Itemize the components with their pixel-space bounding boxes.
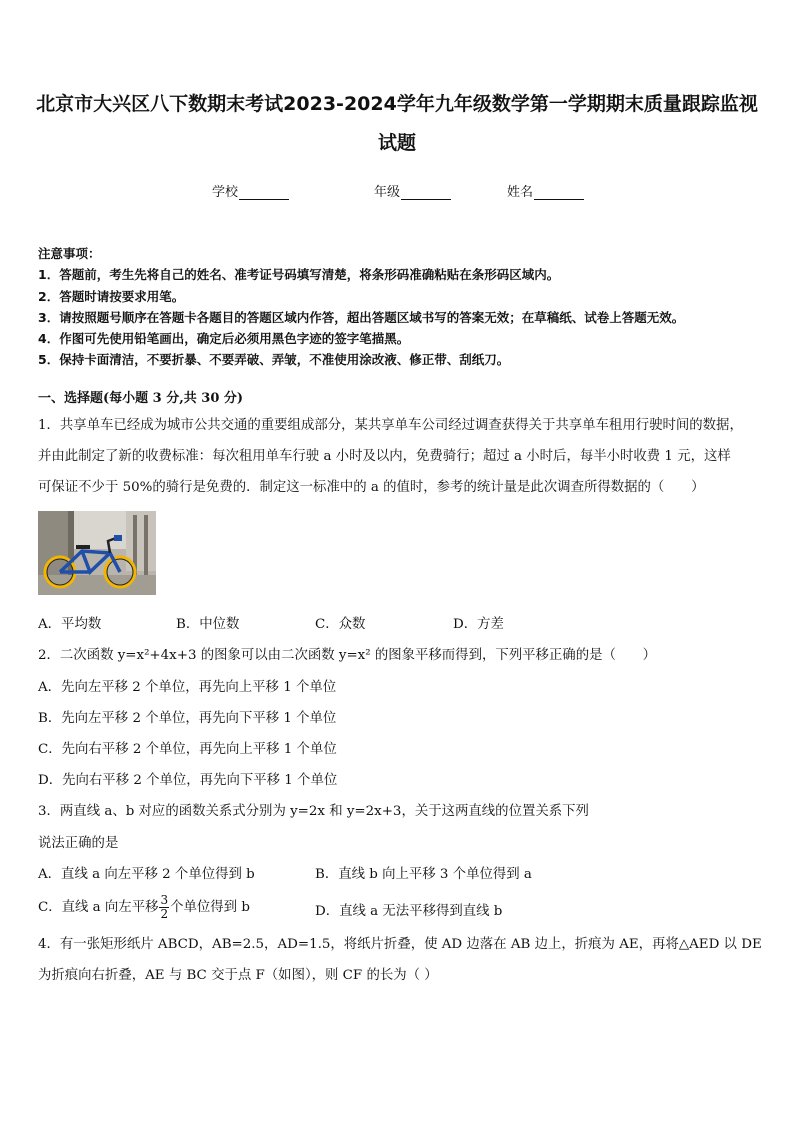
q3-option-c bbox=[38, 890, 250, 926]
q3-option-a: A．直线 a 向左平移 2 个单位得到 b bbox=[38, 867, 255, 882]
note-item: 5．保持卡面清洁，不要折暴、不要弄破、弄皱，不准使用涂改液、修正带、刮纸刀。 bbox=[38, 352, 510, 368]
question-3-stem-line2: 说法正确的是 bbox=[38, 836, 119, 851]
note-item: 2．答题时请按要求用笔。 bbox=[38, 288, 185, 304]
exam-title-line1: 北京市大兴区八下数期末考试2023-2024学年九年级数学第一学期期末质量跟踪监视 bbox=[36, 93, 758, 115]
question-4 bbox=[38, 929, 768, 991]
q2-option-d: D．先向右平移 2 个单位，再先向下平移 1 个单位 bbox=[38, 773, 338, 788]
school-label: 学校 bbox=[212, 185, 239, 200]
q1-option-c: C．众数 bbox=[315, 617, 366, 632]
note-item: 4．作图可先使用铅笔画出，确定后必须用黑色字迹的签字笔描黑。 bbox=[38, 331, 410, 347]
question-1-line: 可保证不少于 50%的骑行是免费的．制定这一标准中的 a 的值时，参考的统计量是此次调查所得数据的（ ） bbox=[38, 480, 705, 495]
question-1-line: 并由此制定了新的收费标准：每次租用单车行驶 a 小时及以内，免费骑行；超过 a 小时后，每半小时收费 1 元，这样 bbox=[38, 449, 731, 464]
note-item: 1．答题前，考生先将自己的姓名、准考证号码填写清楚，将条形码准确粘贴在条形码区域内。 bbox=[38, 267, 560, 283]
section-title: 一、选择题(每小题 3 分,共 30 分) bbox=[38, 391, 244, 406]
notes-block bbox=[38, 243, 768, 371]
note-item: 3．请按照题号顺序在答题卡各题目的答题区域内作答，超出答题区域书写的答案无效；在草稿纸、试卷上答题无效。 bbox=[38, 309, 685, 325]
school-field bbox=[212, 181, 289, 200]
question-4-line: 为折痕向右折叠，AE 与 BC 交于点 F（如图），则 CF 的长为（ ） bbox=[38, 968, 438, 983]
q3-option-c-suffix: 个单位得到 b bbox=[170, 900, 250, 915]
grade-label: 年级 bbox=[374, 185, 401, 200]
exam-title-line2: 试题 bbox=[377, 132, 416, 154]
q1-option-d: D．方差 bbox=[453, 617, 504, 632]
notes-heading: 注意事项： bbox=[38, 246, 101, 261]
q1-option-b: B．中位数 bbox=[176, 617, 240, 632]
q2-option-c: C．先向右平移 2 个单位，再先向上平移 1 个单位 bbox=[38, 742, 337, 757]
name-field bbox=[507, 181, 584, 200]
school-blank bbox=[239, 187, 289, 200]
grade-field bbox=[374, 181, 451, 200]
question-1-line: 1．共享单车已经成为城市公共交通的重要组成部分，某共享单车公司经过调查获得关于共享单车租用行驶时间的数据， bbox=[38, 418, 743, 433]
question-4-line: 4．有一张矩形纸片 ABCD，AB=2.5，AD=1.5，将纸片折叠，使 AD 边落在 AB 边上，折痕为 AE，再将△AED 以 DE bbox=[38, 937, 762, 952]
question-3-stem-line1: 3．两直线 a、b 对应的函数关系式分别为 y=2x 和 y=2x+3，关于这两直线的位置关系下列 bbox=[38, 804, 589, 819]
q3-option-b: B．直线 b 向上平移 3 个单位得到 a bbox=[315, 867, 532, 882]
q3-option-c-prefix: C．直线 a 向左平移 bbox=[38, 900, 159, 915]
fraction-denominator: 2 bbox=[160, 907, 169, 921]
q2-option-a: A．先向左平移 2 个单位，再先向上平移 1 个单位 bbox=[38, 680, 337, 695]
fraction-numerator: 3 bbox=[160, 893, 169, 907]
q3-option-d: D．直线 a 无法平移得到直线 b bbox=[315, 904, 503, 919]
name-blank bbox=[534, 187, 584, 200]
question-2-stem: 2．二次函数 y=x²+4x+3 的图象可以由二次函数 y=x² 的图象平移而得到，下列平移正确的是（ ） bbox=[38, 648, 657, 663]
question-1 bbox=[38, 410, 768, 503]
q1-option-a: A．平均数 bbox=[38, 617, 102, 632]
name-label: 姓名 bbox=[507, 185, 534, 200]
fraction-three-halves bbox=[159, 894, 169, 921]
q2-option-b: B．先向左平移 2 个单位，再先向下平移 1 个单位 bbox=[38, 711, 337, 726]
shared-bike-photo bbox=[38, 511, 156, 595]
grade-blank bbox=[401, 187, 451, 200]
